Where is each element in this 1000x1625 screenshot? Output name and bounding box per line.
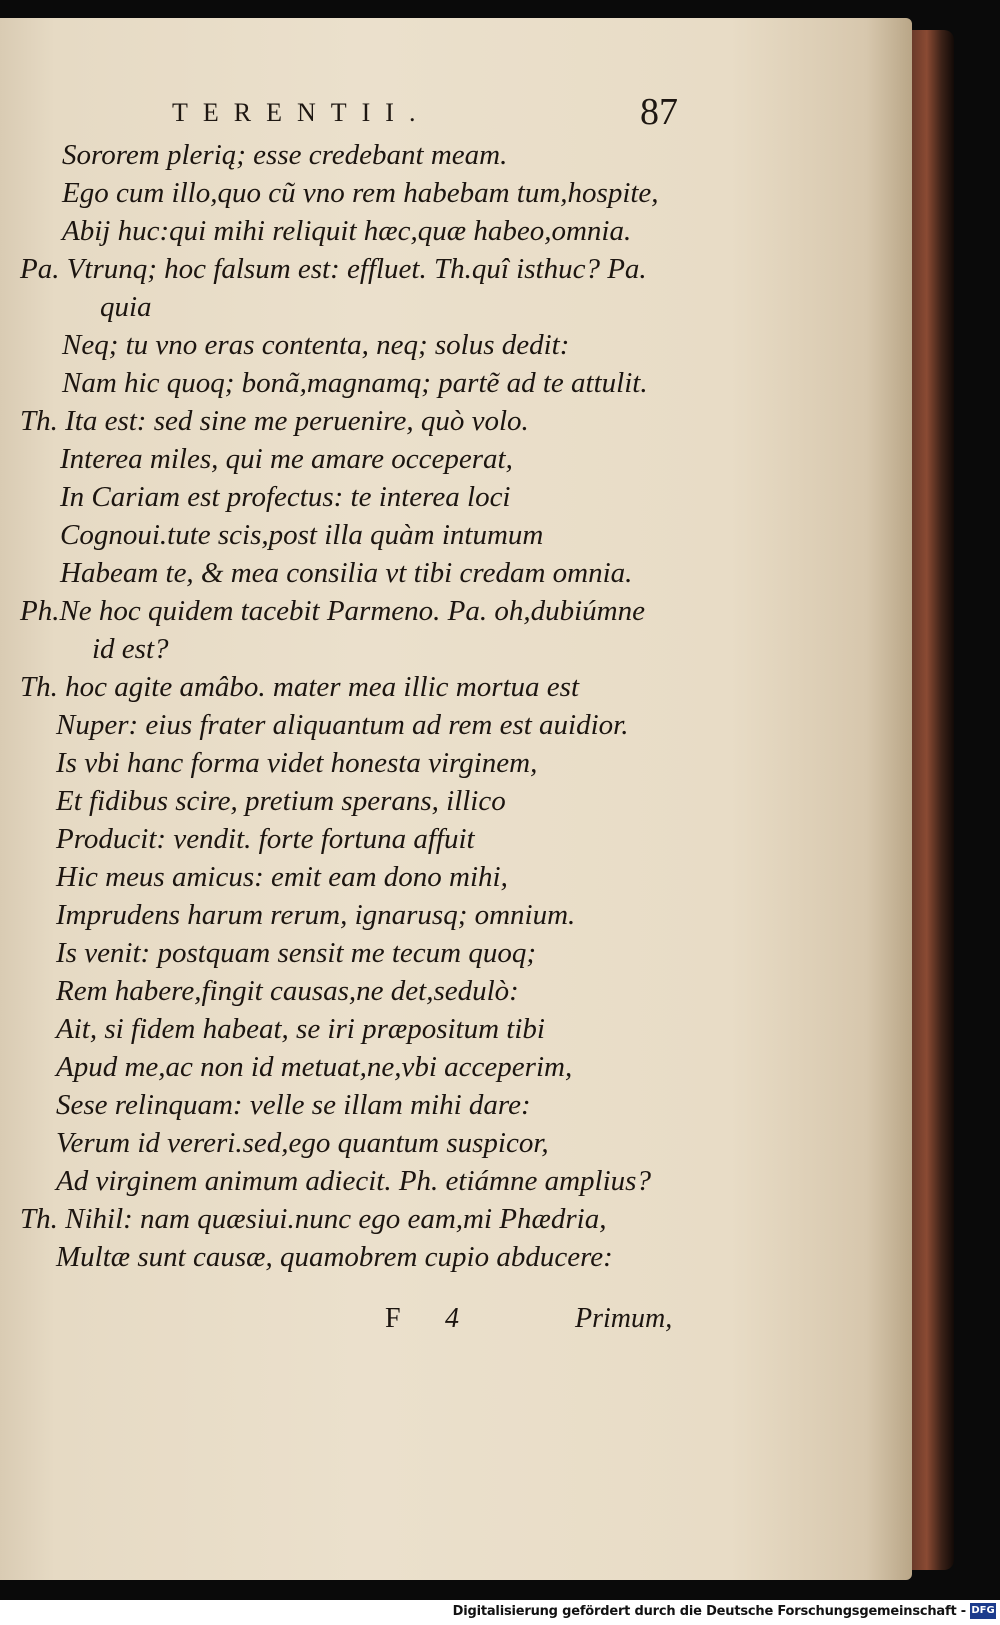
text-line: Sororem plerią; esse credebant meam. <box>62 139 508 171</box>
text-line: Apud me,ac non id metuat,ne,vbi acceperim, <box>56 1051 573 1083</box>
text-line: Nuper: eius frater aliquantum ad rem est auidior. <box>56 709 629 741</box>
running-head: TERENTII. <box>172 98 431 127</box>
text-line: Producit: vendit. forte fortuna affuit <box>56 823 475 855</box>
page-header <box>0 90 912 140</box>
text-line: quia <box>100 291 152 323</box>
dfg-logo-icon: DFG <box>970 1603 996 1619</box>
text-line: Sese relinquam: velle se illam mihi dare: <box>56 1089 531 1121</box>
text-line: Ph.Ne hoc quidem tacebit Parmeno. Pa. oh,dubiúmne <box>20 595 645 627</box>
text-line: Imprudens harum rerum, ignarusq; omnium. <box>56 899 576 931</box>
text-line: id est? <box>92 633 169 665</box>
book-page <box>0 18 912 1580</box>
text-line: Is vbi hanc forma videt honesta virginem, <box>56 747 538 779</box>
text-line: Pa. Vtrunq; hoc falsum est: effluet. Th.quî isthuc? Pa. <box>20 253 647 285</box>
text-line: Hic meus amicus: emit eam dono mihi, <box>56 861 508 893</box>
text-line: Th. Nihil: nam quæsiui.nunc ego eam,mi Phædria, <box>20 1203 607 1235</box>
text-line: Is venit: postquam sensit me tecum quoq; <box>56 937 537 969</box>
text-line: Th. Ita est: sed sine me peruenire, quò volo. <box>20 405 529 437</box>
text-line: Ait, si fidem habeat, se iri præpositum tibi <box>56 1013 545 1045</box>
text-line: Nam hic quoq; bonã,magnamq; partẽ ad te attulit. <box>62 367 648 399</box>
text-line: Ad virginem animum adiecit. Ph. etiámne amplius? <box>56 1165 651 1197</box>
text-line: Th. hoc agite amâbo. mater mea illic mortua est <box>20 671 580 703</box>
text-line: Neq; tu vno eras contenta, neq; solus dedit: <box>62 329 570 361</box>
text-line: Abij huc:qui mihi reliquit hæc,quæ habeo,omnia. <box>62 215 632 247</box>
attribution-bar <box>0 1600 1000 1625</box>
text-line: Verum id vereri.sed,ego quantum suspicor, <box>56 1127 549 1159</box>
text-line: Cognoui.tute scis,post illa quàm intumum <box>60 519 544 551</box>
text-line: Multæ sunt causæ, quamobrem cupio abducere: <box>56 1241 613 1273</box>
page-footer <box>0 1303 912 1343</box>
attribution-text: Digitalisierung gefördert durch die Deutsche Forschungsgemeinschaft - <box>452 1604 966 1619</box>
text-line: Habeam te, & mea consilia vt tibi credam omnia. <box>60 557 633 589</box>
text-line: Interea miles, qui me amare occeperat, <box>60 443 513 475</box>
page-edge <box>912 30 954 1570</box>
signature-mark: F <box>385 1303 401 1334</box>
text-line: Rem habere,fingit causas,ne det,sedulò: <box>56 975 519 1007</box>
signature-number: 4 <box>445 1303 459 1334</box>
page-number: 87 <box>640 91 678 133</box>
text-line: Ego cum illo,quo cũ vno rem habebam tum,hospite, <box>62 177 659 209</box>
text-line: Et fidibus scire, pretium sperans, illico <box>56 785 506 817</box>
text-line: In Cariam est profectus: te interea loci <box>60 481 511 513</box>
catchword: Primum, <box>575 1303 673 1334</box>
